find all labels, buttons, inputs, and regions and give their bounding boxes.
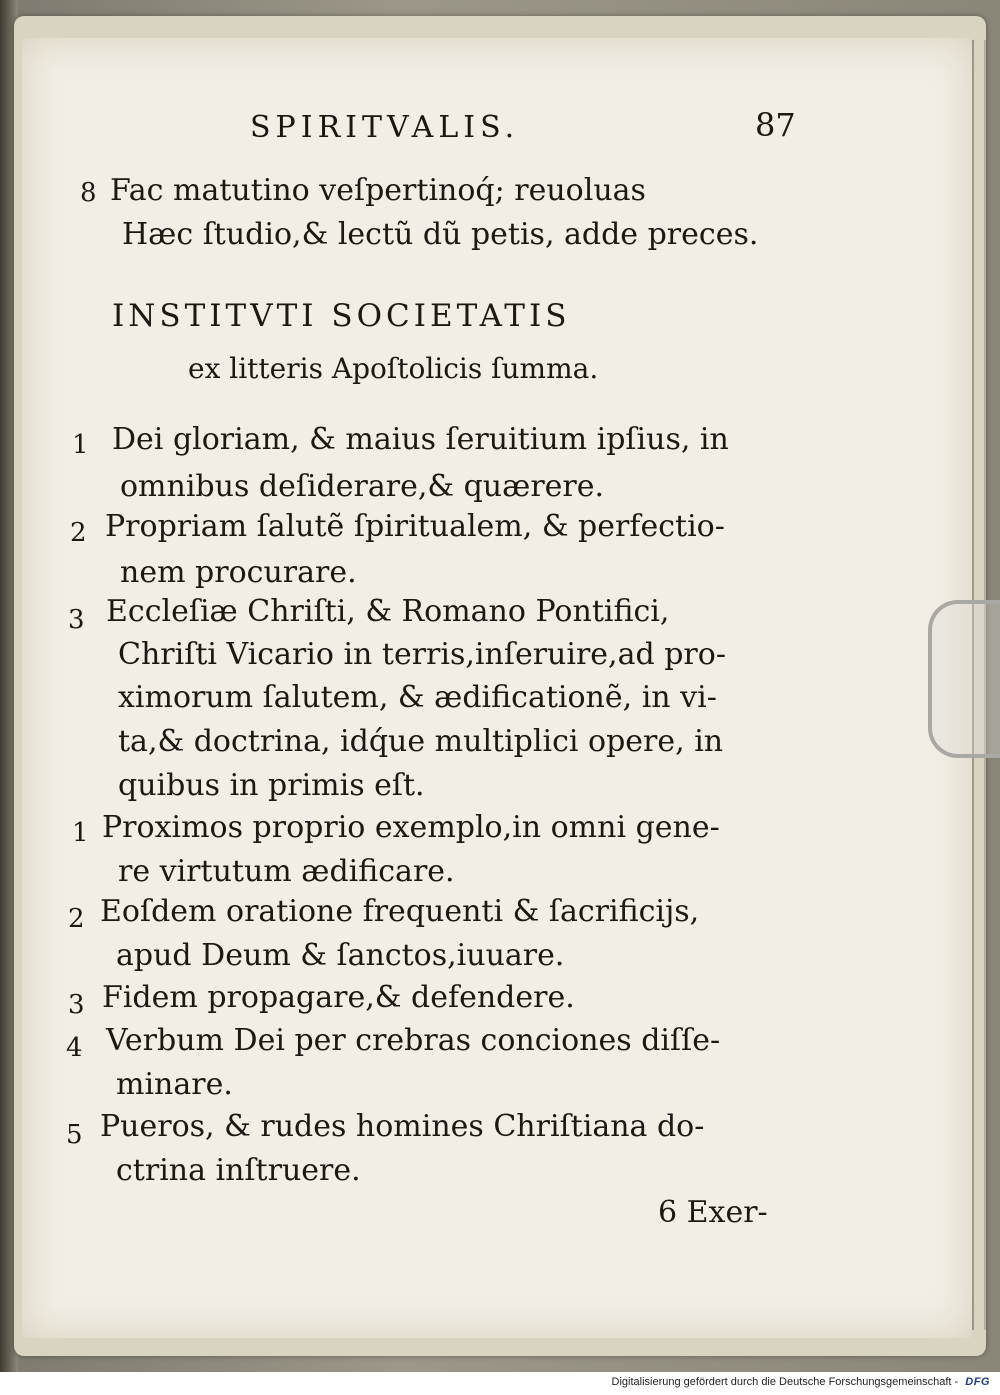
item-number: 2 [70,518,87,548]
item-line: ctrina inſtruere. [116,1153,361,1188]
item-number: 1 [72,818,89,848]
item-line: Chriſti Vicario in terris,inſeruire,ad pro- [118,637,726,672]
item-line: omnibus deſiderare,& quærere. [120,469,605,504]
item-line: Eoſdem oratione frequenti & ſacrificijs, [100,894,700,929]
item-number: 3 [68,605,85,635]
dfg-logo: DFG [965,1376,990,1388]
item-line: quibus in primis eſt. [118,768,425,803]
item-number: 3 [68,990,85,1020]
item-line: Fidem propagare,& defendere. [102,980,575,1015]
item-line: apud Deum & ſanctos,iuuare. [116,938,565,973]
footer-text: Digitalisierung gefördert durch die Deutsche Forschungsgemeinschaft - [611,1376,959,1388]
item-number: 2 [68,904,85,934]
item-line: minare. [116,1067,233,1102]
item-line: Verbum Dei per crebras conciones diſſe- [106,1023,721,1058]
metal-clip [928,600,1000,758]
verse-line: Fac matutino veſpertinoq́; reuoluas [110,173,646,208]
item-line: Pueros, & rudes homines Chriſtiana do- [100,1109,705,1144]
item-line: re virtutum ædificare. [118,854,455,889]
item-line: nem procurare. [120,555,357,590]
verse-number: 8 [80,178,97,208]
item-number: 5 [66,1120,83,1150]
item-number: 4 [66,1033,83,1063]
item-line: Proximos proprio exemplo,in omni gene- [102,810,720,845]
item-number: 1 [72,430,89,460]
section-title: INSTITVTI SOCIETATIS [112,298,571,334]
section-subtitle: ex litteris Apoſtolicis ſumma. [188,352,599,385]
item-line: ximorum ſalutem, & ædificationẽ, in vi- [118,680,717,715]
item-line: ta,& doctrina, idq́ue multiplici opere, in [118,724,724,759]
page-number: 87 [755,106,796,144]
running-head: SPIRITVALIS. [250,110,520,145]
digitization-footer [612,1376,990,1388]
catchword: 6 Exer- [658,1195,768,1230]
item-line: Propriam ſalutẽ ſpiritualem, & perfectio- [105,509,725,544]
item-line: Dei gloriam, & maius ſeruitium ipſius, in [112,422,729,457]
verse-line: Hæc ſtudio,& lectũ dũ petis, adde preces. [122,217,759,252]
item-line: Eccleſiæ Chriſti, & Romano Pontifici, [106,594,670,629]
